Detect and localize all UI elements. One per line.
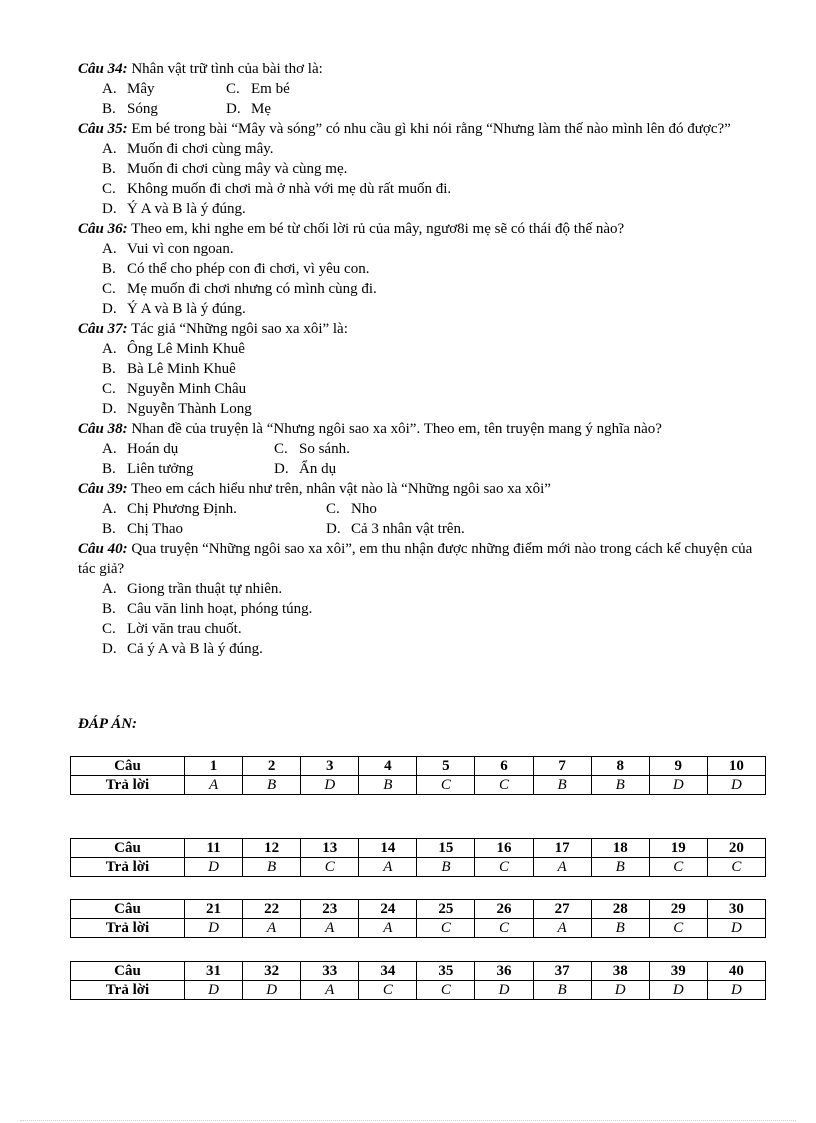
answer-option [102,399,252,419]
option-row [102,439,758,459]
option-row [102,199,758,219]
answer-cell: A [359,919,417,938]
question-number-cell: 36 [475,962,533,981]
row-header-question: Câu [71,757,185,776]
option-text: Liên tưởng [127,461,194,477]
answer-cell: D [707,776,765,795]
question [78,479,758,499]
option-text: Giong trần thuật tự nhiên. [127,581,283,597]
option-letter: C. [102,621,116,637]
question-number-cell: 15 [417,839,475,858]
option-letter: D. [102,401,117,417]
option-letter: D. [326,521,341,537]
option-letter: A. [102,341,117,357]
page-bottom-divider [20,1120,796,1121]
option-row [102,139,758,159]
question-number-cell: 3 [301,757,359,776]
question-number-cell: 24 [359,900,417,919]
answer-option [102,459,274,479]
answer-option [102,79,226,99]
option-row [102,499,758,519]
answer-table [70,899,766,938]
answer-cell: D [707,919,765,938]
question-number-cell: 38 [591,962,649,981]
option-text: Ý A và B là ý đúng. [127,301,246,317]
question-number-cell: 16 [475,839,533,858]
row-header-question: Câu [71,962,185,981]
option-text: Câu văn linh hoạt, phóng túng. [127,601,313,617]
option-row [102,79,758,99]
answer-cell: A [533,858,591,877]
option-row [102,459,758,479]
option-row [102,179,758,199]
option-letter: A. [102,241,117,257]
question-text: Theo em, khi nghe em bé từ chối lời rủ của mây, ngươ8i mẹ sẽ có thái độ thế nào? [127,221,625,237]
option-text: So sánh. [299,441,350,457]
option-text: Nguyễn Minh Châu [127,381,247,397]
option-letter: B. [102,261,116,277]
question-text: Tác giả “Những ngôi sao xa xôi” là: [127,321,348,337]
option-text: Ẩn dụ [299,461,337,477]
answer-option [102,639,263,659]
answer-cell: A [185,776,243,795]
answer-cell: B [533,981,591,1000]
question-number-row [71,900,766,919]
option-text: Ông Lê Minh Khuê [127,341,245,357]
answer-cell: C [359,981,417,1000]
option-text: Chị Thao [127,521,183,537]
answer-row [71,981,766,1000]
option-letter: D. [226,101,241,117]
answer-cell: B [243,858,301,877]
question-number-cell: 25 [417,900,475,919]
option-text: Nho [351,501,377,517]
answer-cell: A [533,919,591,938]
question-number-cell: 18 [591,839,649,858]
answer-cell: C [475,858,533,877]
question-number-cell: 26 [475,900,533,919]
option-row [102,259,758,279]
row-header-answer: Trả lời [71,776,185,795]
question-number-cell: 28 [591,900,649,919]
question-number-cell: 4 [359,757,417,776]
row-header-answer: Trả lời [71,858,185,877]
answer-row [71,776,766,795]
question-label: Câu 40: [78,541,128,557]
answer-option [102,199,246,219]
option-text: Nguyễn Thành Long [127,401,252,417]
option-letter: D. [274,461,289,477]
answer-option [102,139,274,159]
option-text: Muốn đi chơi cùng mây. [127,141,274,157]
answer-cell: C [475,919,533,938]
option-text: Mẹ [251,101,271,117]
option-letter: B. [102,101,116,117]
answer-option [102,299,246,319]
option-text: Vui vì con ngoan. [127,241,234,257]
answer-cell: D [591,981,649,1000]
question-text: Nhan đề của truyện là “Nhưng ngôi sao xa xôi”. Theo em, tên truyện mang ý nghĩa nào? [127,421,662,437]
question-number-cell: 5 [417,757,475,776]
answer-cell: C [707,858,765,877]
option-letter: A. [102,501,117,517]
question [78,539,758,579]
answer-cell: D [185,981,243,1000]
option-text: Lời văn trau chuốt. [127,621,242,637]
option-text: Cả 3 nhân vật trên. [351,521,465,537]
option-row [102,99,758,119]
answer-option [102,499,326,519]
answer-cell: C [417,981,475,1000]
option-row [102,279,758,299]
option-letter: A. [102,81,117,97]
question-number-row [71,757,766,776]
question-number-cell: 30 [707,900,765,919]
option-letter: C. [326,501,340,517]
option-letter: B. [102,461,116,477]
answer-cell: B [591,776,649,795]
question-number-cell: 32 [243,962,301,981]
answer-cell: D [475,981,533,1000]
answer-option [226,99,271,119]
option-text: Mây [127,81,155,97]
option-letter: C. [102,381,116,397]
question-number-cell: 13 [301,839,359,858]
question-number-cell: 19 [649,839,707,858]
option-text: Chị Phương Định. [127,501,237,517]
option-row [102,619,758,639]
answer-option [102,439,274,459]
option-row [102,399,758,419]
question-text: Em bé trong bài “Mây và sóng” có nhu cầu gì khi nói rằng “Nhưng làm thế nào mình lên đó được?” [127,121,731,137]
option-row [102,339,758,359]
option-letter: B. [102,361,116,377]
answer-option [102,339,245,359]
question-number-cell: 6 [475,757,533,776]
question-text: Qua truyện “Những ngôi sao xa xôi”, em thu nhận được những điểm mới nào trong cách kể chuyện của tác giả? [78,541,753,577]
answer-cell: C [475,776,533,795]
question-label: Câu 36: [78,221,128,237]
question-label: Câu 39: [78,481,128,497]
question-label: Câu 38: [78,421,128,437]
answer-option [274,459,336,479]
question-number-cell: 27 [533,900,591,919]
option-text: Em bé [251,81,290,97]
option-letter: A. [102,581,117,597]
answer-table [70,756,766,795]
option-letter: C. [102,281,116,297]
option-letter: C. [226,81,240,97]
answer-cell: D [243,981,301,1000]
option-letter: B. [102,601,116,617]
answer-cell: C [649,858,707,877]
option-text: Bà Lê Minh Khuê [127,361,236,377]
answer-cell: C [417,776,475,795]
option-text: Sóng [127,101,158,117]
row-header-question: Câu [71,839,185,858]
option-letter: A. [102,141,117,157]
option-letter: B. [102,161,116,177]
question-list [78,59,758,659]
option-row [102,359,758,379]
answer-cell: D [185,919,243,938]
question-number-cell: 37 [533,962,591,981]
answer-option [102,159,347,179]
answer-option [102,519,326,539]
question [78,319,758,339]
answer-cell: D [649,981,707,1000]
answer-option [274,439,350,459]
answer-option [102,379,246,399]
question-number-row [71,962,766,981]
option-letter: B. [102,521,116,537]
question-label: Câu 34: [78,61,128,77]
question-number-cell: 21 [185,900,243,919]
question-text: Nhân vật trữ tình của bài thơ là: [127,61,323,77]
answer-cell: D [301,776,359,795]
option-row [102,159,758,179]
answer-option [102,599,312,619]
answer-cell: B [243,776,301,795]
option-row [102,639,758,659]
answer-option [102,99,226,119]
answer-option [326,519,465,539]
answer-option [102,619,242,639]
answer-cell: D [649,776,707,795]
question-text: Theo em cách hiểu như trên, nhân vật nào là “Những ngôi sao xa xôi” [127,481,551,497]
answer-option [102,259,369,279]
question-number-cell: 35 [417,962,475,981]
question [78,59,758,79]
answer-cell: C [649,919,707,938]
option-letter: C. [274,441,288,457]
answer-option [102,179,451,199]
question-number-cell: 8 [591,757,649,776]
option-row [102,599,758,619]
answer-row [71,858,766,877]
answer-option [102,239,234,259]
answer-cell: C [301,858,359,877]
question-number-cell: 23 [301,900,359,919]
option-row [102,519,758,539]
option-letter: D. [102,201,117,217]
answer-cell: B [591,919,649,938]
question-number-cell: 17 [533,839,591,858]
answer-cell: B [591,858,649,877]
answer-cell: A [243,919,301,938]
answer-table [70,961,766,1000]
question-number-cell: 22 [243,900,301,919]
question-number-cell: 12 [243,839,301,858]
answer-key-title: ĐÁP ÁN: [78,716,138,732]
question-number-cell: 7 [533,757,591,776]
answer-option [102,279,377,299]
question-number-cell: 2 [243,757,301,776]
question-label: Câu 35: [78,121,128,137]
question-number-cell: 31 [185,962,243,981]
answer-cell: B [359,776,417,795]
answer-cell: B [417,858,475,877]
answer-option [326,499,377,519]
question-number-cell: 11 [185,839,243,858]
question-label: Câu 37: [78,321,128,337]
answer-cell: D [185,858,243,877]
question-number-cell: 14 [359,839,417,858]
question-number-row [71,839,766,858]
option-text: Cả ý A và B là ý đúng. [127,641,263,657]
question-number-cell: 20 [707,839,765,858]
question [78,419,758,439]
answer-cell: B [533,776,591,795]
option-row [102,579,758,599]
answer-option [226,79,290,99]
option-row [102,239,758,259]
question [78,119,758,139]
answer-table [70,838,766,877]
question-number-cell: 33 [301,962,359,981]
answer-option [102,359,236,379]
answer-cell: A [301,981,359,1000]
question-number-cell: 39 [649,962,707,981]
option-letter: C. [102,181,116,197]
answer-row [71,919,766,938]
option-text: Mẹ muốn đi chơi nhưng có mình cùng đi. [127,281,377,297]
question-number-cell: 40 [707,962,765,981]
row-header-answer: Trả lời [71,981,185,1000]
question-number-cell: 10 [707,757,765,776]
option-letter: A. [102,441,117,457]
option-text: Có thể cho phép con đi chơi, vì yêu con. [127,261,370,277]
answer-cell: C [417,919,475,938]
question-number-cell: 9 [649,757,707,776]
answer-cell: A [359,858,417,877]
option-text: Không muốn đi chơi mà ở nhà với mẹ dù rất muốn đi. [127,181,452,197]
answer-cell: A [301,919,359,938]
question-number-cell: 34 [359,962,417,981]
option-text: Ý A và B là ý đúng. [127,201,246,217]
option-row [102,299,758,319]
option-text: Muốn đi chơi cùng mây và cùng mẹ. [127,161,348,177]
answer-cell: D [707,981,765,1000]
answer-option [102,579,282,599]
option-letter: D. [102,641,117,657]
option-row [102,379,758,399]
row-header-answer: Trả lời [71,919,185,938]
question [78,219,758,239]
option-text: Hoán dụ [127,441,179,457]
row-header-question: Câu [71,900,185,919]
option-letter: D. [102,301,117,317]
question-number-cell: 1 [185,757,243,776]
question-number-cell: 29 [649,900,707,919]
